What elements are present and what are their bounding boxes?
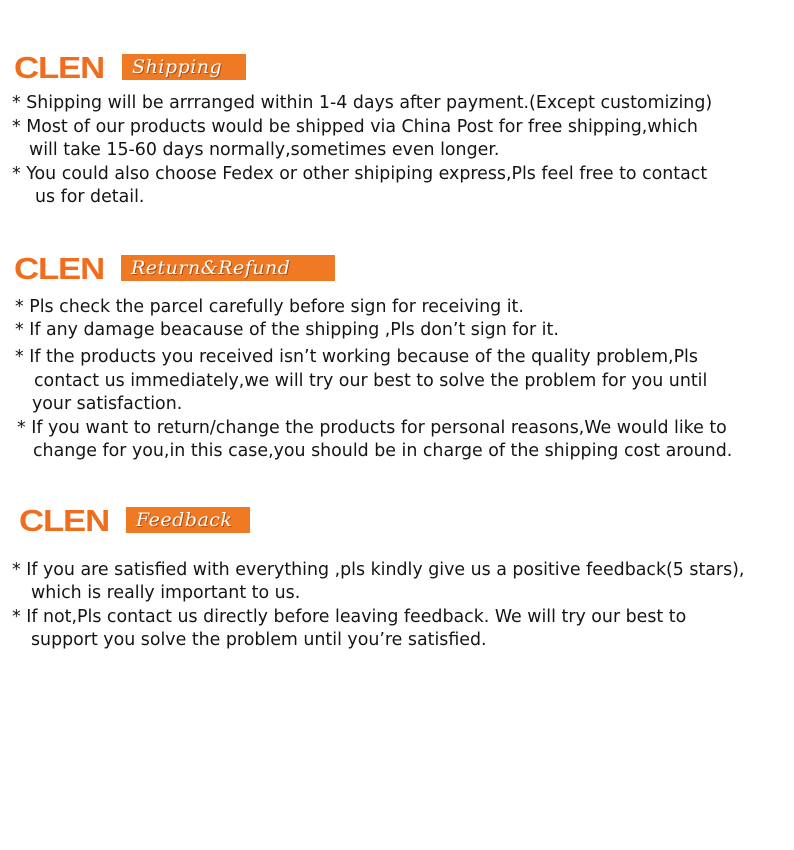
shipping-header	[0, 51, 794, 85]
return-refund-header	[0, 252, 794, 286]
return-line-6: * If you want to return/change the products for personal reasons,We would like to	[17, 418, 727, 438]
return-line-2: * If any damage beacause of the shipping ,Pls don’t sign for it.	[15, 320, 559, 340]
return-line-1: * Pls check the parcel carefully before sign for receiving it.	[15, 297, 524, 317]
return-refund-section	[0, 252, 794, 286]
shipping-line-2: * Most of our products would be shipped via China Post for free shipping,which	[12, 117, 698, 137]
return-line-3: * If the products you received isn’t working because of the quality problem,Pls	[15, 347, 698, 367]
brand-logo: CLEN	[14, 251, 105, 286]
feedback-line-2: which is really important to us.	[31, 583, 301, 603]
shipping-tag: Shipping	[122, 54, 246, 80]
feedback-section	[0, 504, 794, 538]
shipping-section	[0, 51, 794, 85]
brand-logo: CLEN	[14, 50, 105, 85]
feedback-tag: Feedback	[126, 507, 250, 533]
shipping-line-5: us for detail.	[35, 187, 145, 207]
shipping-line-3: will take 15-60 days normally,sometimes even longer.	[29, 140, 500, 160]
shipping-line-4: * You could also choose Fedex or other shipiping express,Pls feel free to contact	[12, 164, 708, 184]
return-line-4: contact us immediately,we will try our best to solve the problem for you until	[34, 371, 708, 391]
shipping-line-1: * Shipping will be arrranged within 1-4 days after payment.(Except customizing)	[12, 93, 713, 113]
return-line-7: change for you,in this case,you should be in charge of the shipping cost around.	[33, 441, 733, 461]
feedback-line-4: support you solve the problem until you’re satisfied.	[31, 630, 487, 650]
brand-logo: CLEN	[19, 503, 110, 538]
feedback-line-1: * If you are satisfied with everything ,pls kindly give us a positive feedback(5 stars),	[12, 560, 745, 580]
feedback-header	[0, 504, 794, 538]
return-line-5: your satisfaction.	[32, 394, 183, 414]
feedback-line-3: * If not,Pls contact us directly before leaving feedback. We will try our best to	[12, 607, 687, 627]
return-refund-tag: Return&Refund	[121, 255, 335, 281]
